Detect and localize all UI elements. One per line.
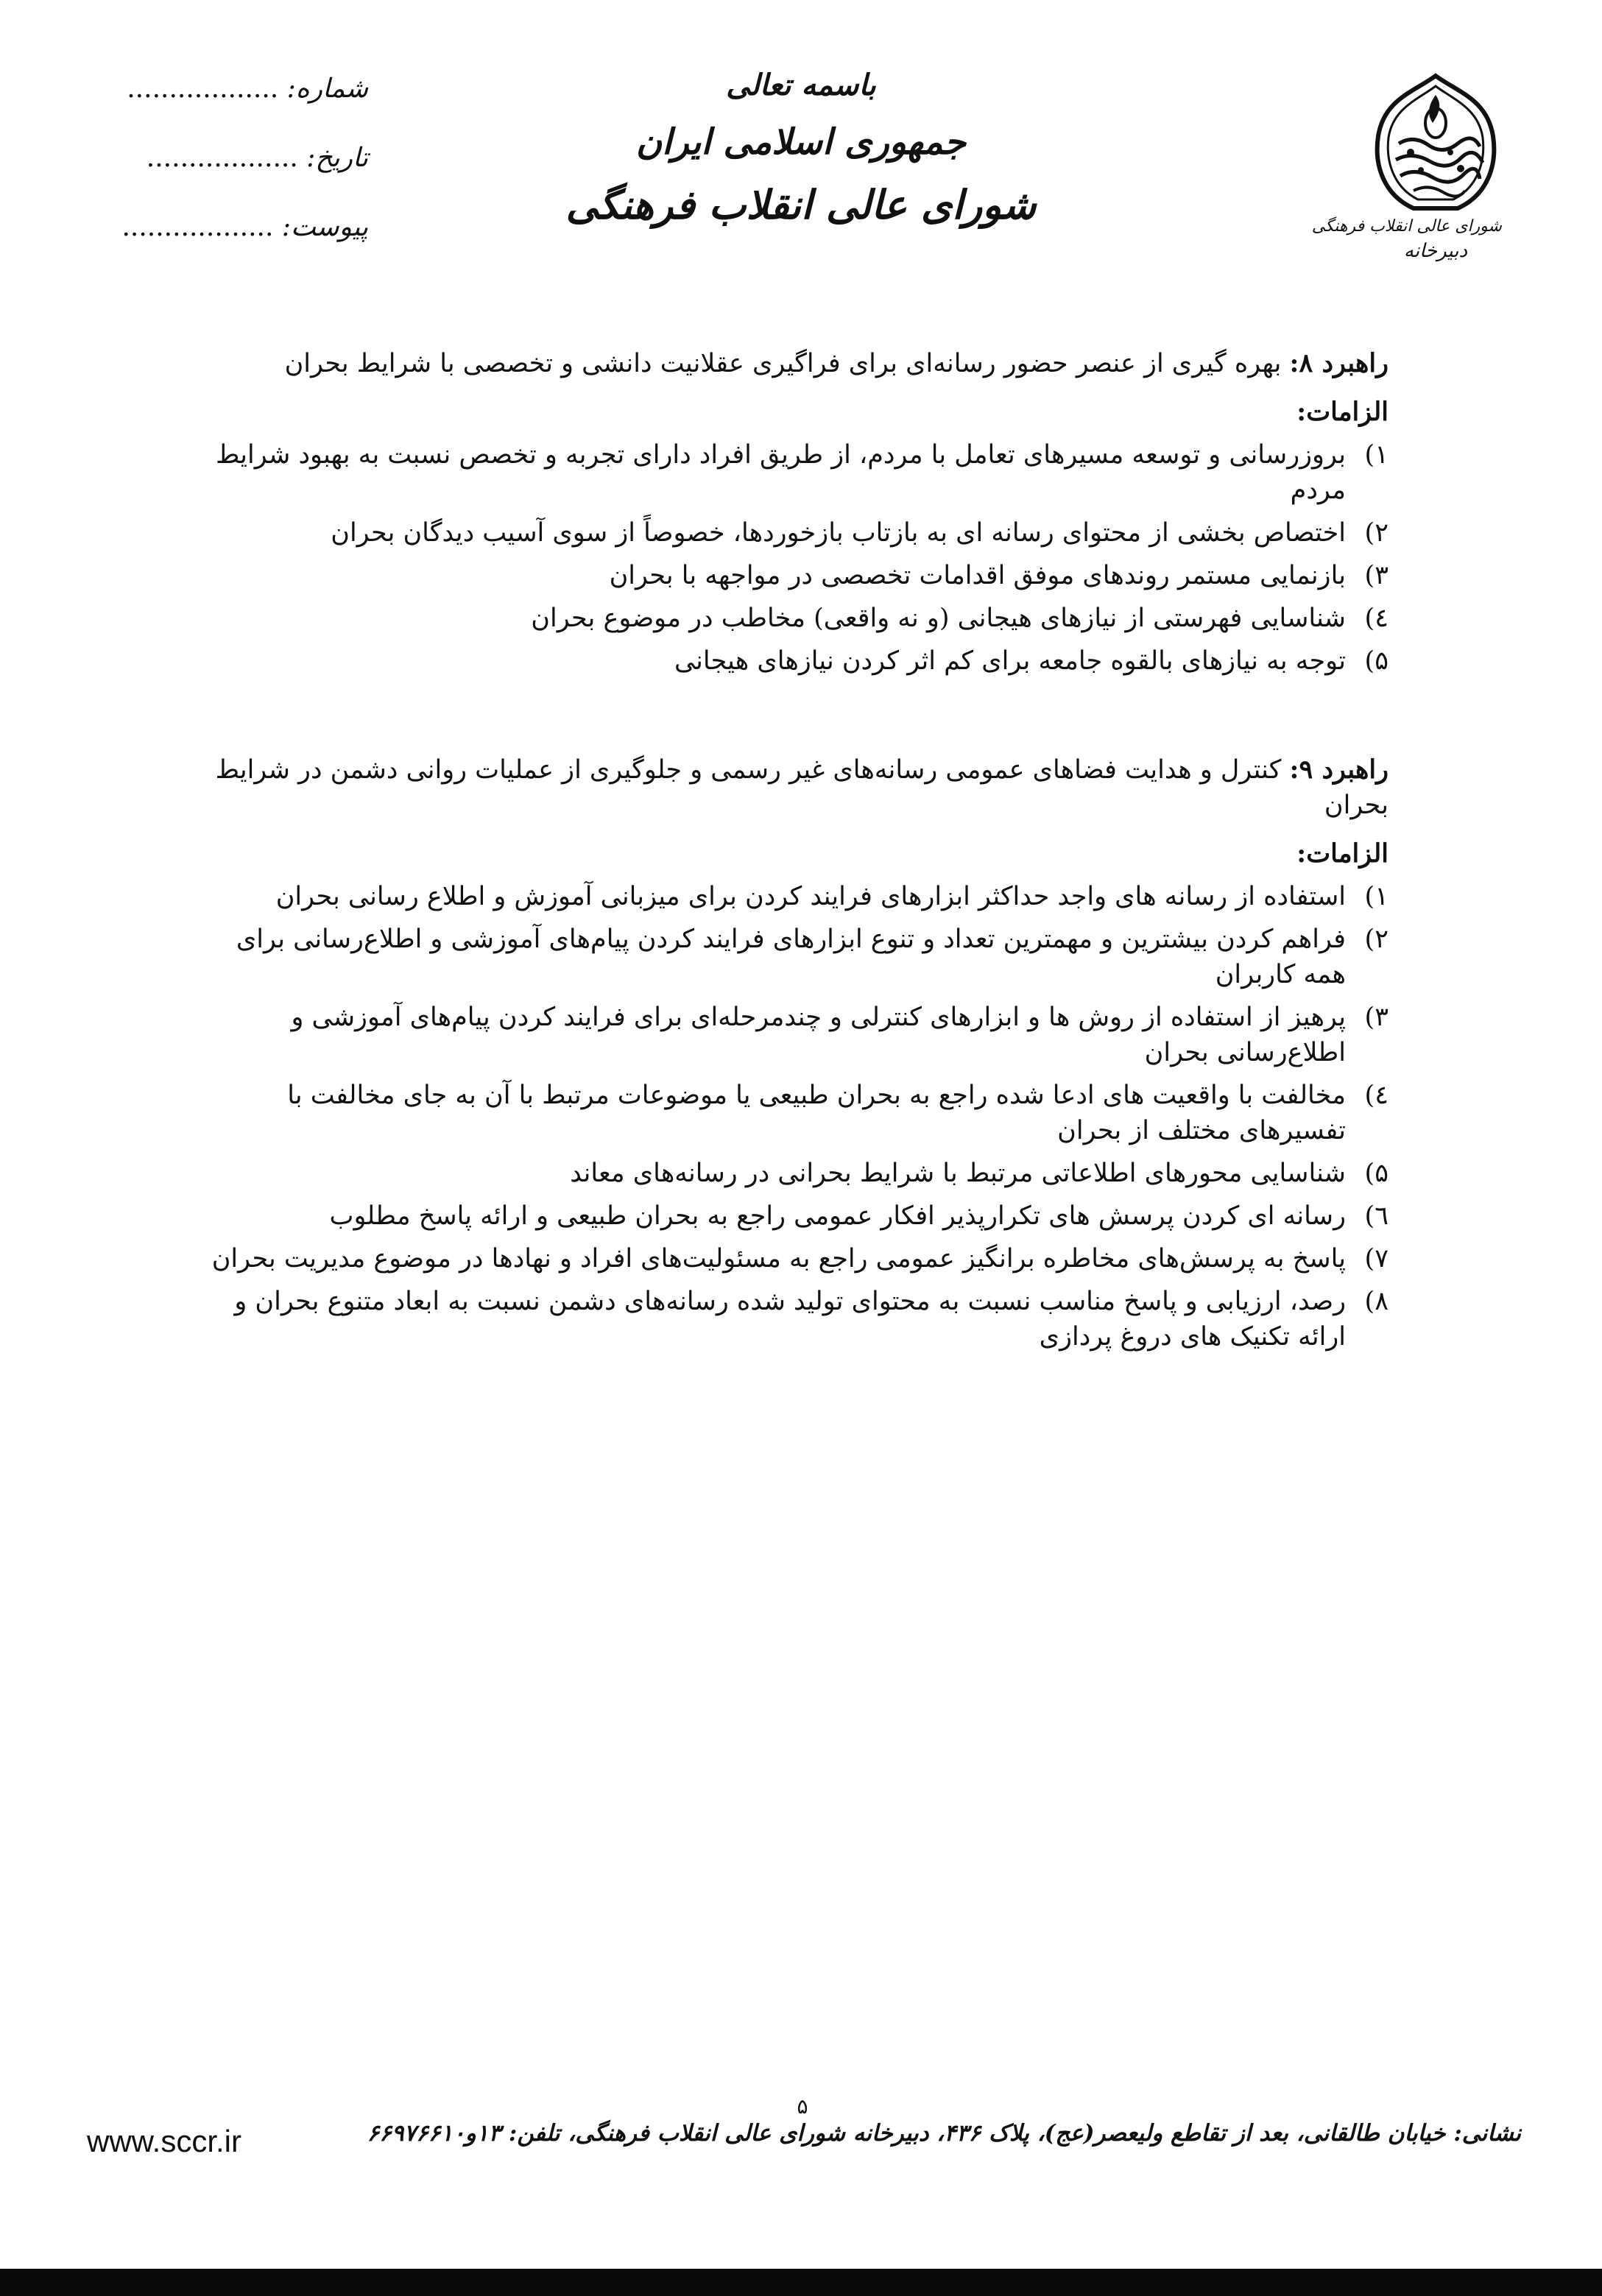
country-name: جمهوری اسلامی ایران bbox=[635, 121, 967, 163]
council-emblem bbox=[1311, 70, 1502, 320]
section-spacer bbox=[211, 686, 1388, 752]
item-number: ۷) bbox=[1364, 1244, 1388, 1274]
field-attachment-label: پیوست: bbox=[281, 212, 368, 242]
field-number bbox=[74, 74, 368, 143]
bismillah-line: باسمه تعالی bbox=[726, 68, 876, 102]
item-text: توجه به نیازهای بالقوه جامعه برای کم اثر کردن نیازهای هیجانی bbox=[674, 646, 1346, 676]
item-text: رسانه ای کردن پرسش های تکرارپذیر افکار عمومی راجع به بحران طبیعی و ارائه پاسخ مطلوب bbox=[329, 1201, 1346, 1231]
item-text: فراهم کردن بیشترین و مهمترین تعداد و تنوع ابزارهای فرایند کردن پیام‌های آموزشی و اطلاع‌رسانی برای همه کاربران bbox=[236, 925, 1346, 989]
requirement-item bbox=[211, 437, 1388, 508]
requirement-item bbox=[211, 601, 1388, 636]
strategy-section bbox=[211, 752, 1388, 1354]
item-text: پرهیز از استفاده از روش ها و ابزارهای کنترلی و چندمرحله‌ای برای فرایند کردن پیام‌های آموزشی و اطلاع‌رسانی بحران bbox=[291, 1003, 1346, 1067]
item-number: ٤) bbox=[1364, 1081, 1388, 1110]
item-number: ۱) bbox=[1364, 440, 1388, 470]
item-number: ۳) bbox=[1364, 561, 1388, 590]
item-number: ۸) bbox=[1364, 1287, 1388, 1316]
item-text: بازنمایی مستمر روندهای موفق اقدامات تخصصی در مواجهه با بحران bbox=[609, 561, 1346, 590]
footer-address: نشانی: خیابان طالقانی، بعد از تقاطع ولیعصر(عج)، پلاک ۴۳۶، دبیرخانه شورای عالی انقلاب فرهنگی، تلفن: ۱۳و۶۶۹۷۶۶۱۰ bbox=[367, 2120, 1521, 2147]
strategy-title-text: کنترل و هدایت فضاهای عمومی رسانه‌های غیر رسمی و جلوگیری از عملیات روانی دشمن در شرایط بحران bbox=[215, 755, 1388, 820]
requirement-item bbox=[211, 558, 1388, 593]
strategy-title-text: بهره گیری از عنصر حضور رسانه‌ای برای فراگیری عقلانیت دانشی و تخصصی با شرایط بحران bbox=[284, 349, 1282, 378]
requirements-list bbox=[211, 437, 1388, 679]
strategy-section bbox=[211, 346, 1388, 679]
council-emblem-seal-icon bbox=[1369, 70, 1502, 217]
requirement-item bbox=[211, 515, 1388, 551]
requirements-heading: الزامات: bbox=[1296, 397, 1388, 427]
emblem-subcaption: دبیرخانه bbox=[1403, 240, 1468, 262]
emblem-caption: شورای عالی انقلاب فرهنگی bbox=[1311, 217, 1502, 236]
field-attachment bbox=[74, 212, 368, 281]
item-number: ۲) bbox=[1364, 518, 1388, 548]
requirement-item bbox=[211, 643, 1388, 679]
requirement-item bbox=[211, 1241, 1388, 1276]
item-text: شناسایی محورهای اطلاعاتی مرتبط با شرایط بحرانی در رسانه‌های معاند bbox=[570, 1159, 1346, 1188]
footer-website: www.sccr.ir bbox=[87, 2124, 241, 2158]
item-text: مخالفت با واقعیت های ادعا شده راجع به بحران طبیعی یا موضوعات مرتبط با آن به جای مخالفت با تفسیرهای مختلف از بحران bbox=[287, 1081, 1346, 1145]
strategy-label: راهبرد ۸: bbox=[1289, 348, 1388, 378]
strategy-title bbox=[211, 752, 1388, 823]
field-number-value: .................. bbox=[127, 74, 279, 104]
requirement-item bbox=[211, 1156, 1388, 1191]
letter-meta-fields bbox=[74, 74, 368, 281]
item-text: رصد، ارزیابی و پاسخ مناسب نسبت به محتوای تولید شده رسانه‌های دشمن نسبت به ابعاد متنوع بحران و ارائه تکنیک های دروغ پردازی bbox=[234, 1287, 1346, 1352]
requirement-item bbox=[211, 1078, 1388, 1148]
field-number-label: شماره: bbox=[286, 74, 368, 104]
requirement-item bbox=[211, 922, 1388, 992]
field-date-label: تاریخ: bbox=[306, 143, 368, 173]
item-number: ۱) bbox=[1364, 882, 1388, 911]
item-text: پاسخ به پرسش‌های مخاطره برانگیز عمومی راجع به مسئولیت‌های افراد و نهادها در موضوع مدیریت بحران bbox=[211, 1244, 1346, 1274]
council-name: شورای عالی انقلاب فرهنگی bbox=[565, 181, 1037, 228]
requirement-item bbox=[211, 879, 1388, 914]
item-number: ۵) bbox=[1364, 646, 1388, 676]
strategy-title bbox=[211, 346, 1388, 381]
item-number: ٦) bbox=[1364, 1201, 1388, 1231]
field-attachment-value: .................. bbox=[121, 212, 274, 242]
requirements-heading: الزامات: bbox=[1296, 838, 1388, 869]
item-text: استفاده از رسانه های واجد حداکثر ابزارهای فرایند کردن برای میزبانی آموزش و اطلاع رسانی بحران bbox=[275, 882, 1346, 911]
item-number: ٤) bbox=[1364, 604, 1388, 633]
page-number: ۵ bbox=[797, 2094, 808, 2119]
document-body bbox=[211, 346, 1388, 1362]
item-text: اختصاص بخشی از محتوای رسانه ای به بازتاب بازخوردها، خصوصاً از سوی آسیب دیدگان بحران bbox=[331, 518, 1346, 548]
strategy-label: راهبرد ۹: bbox=[1289, 755, 1388, 785]
requirement-item bbox=[211, 1000, 1388, 1070]
letterhead-title bbox=[543, 59, 1059, 237]
item-number: ۳) bbox=[1364, 1003, 1388, 1032]
item-number: ۲) bbox=[1364, 925, 1388, 954]
item-text: شناسایی فهرستی از نیازهای هیجانی (و نه واقعی) مخاطب در موضوع بحران bbox=[531, 604, 1346, 633]
footer-bar bbox=[0, 2269, 1602, 2296]
field-date-value: .................. bbox=[146, 143, 298, 173]
requirement-item bbox=[211, 1284, 1388, 1354]
item-text: بروزرسانی و توسعه مسیرهای تعامل با مردم، از طریق افراد دارای تجربه و تخصص نسبت به بهبود شرایط مردم bbox=[216, 440, 1346, 505]
field-date bbox=[74, 143, 368, 212]
requirement-item bbox=[211, 1198, 1388, 1234]
requirements-list bbox=[211, 879, 1388, 1354]
item-number: ۵) bbox=[1364, 1159, 1388, 1188]
